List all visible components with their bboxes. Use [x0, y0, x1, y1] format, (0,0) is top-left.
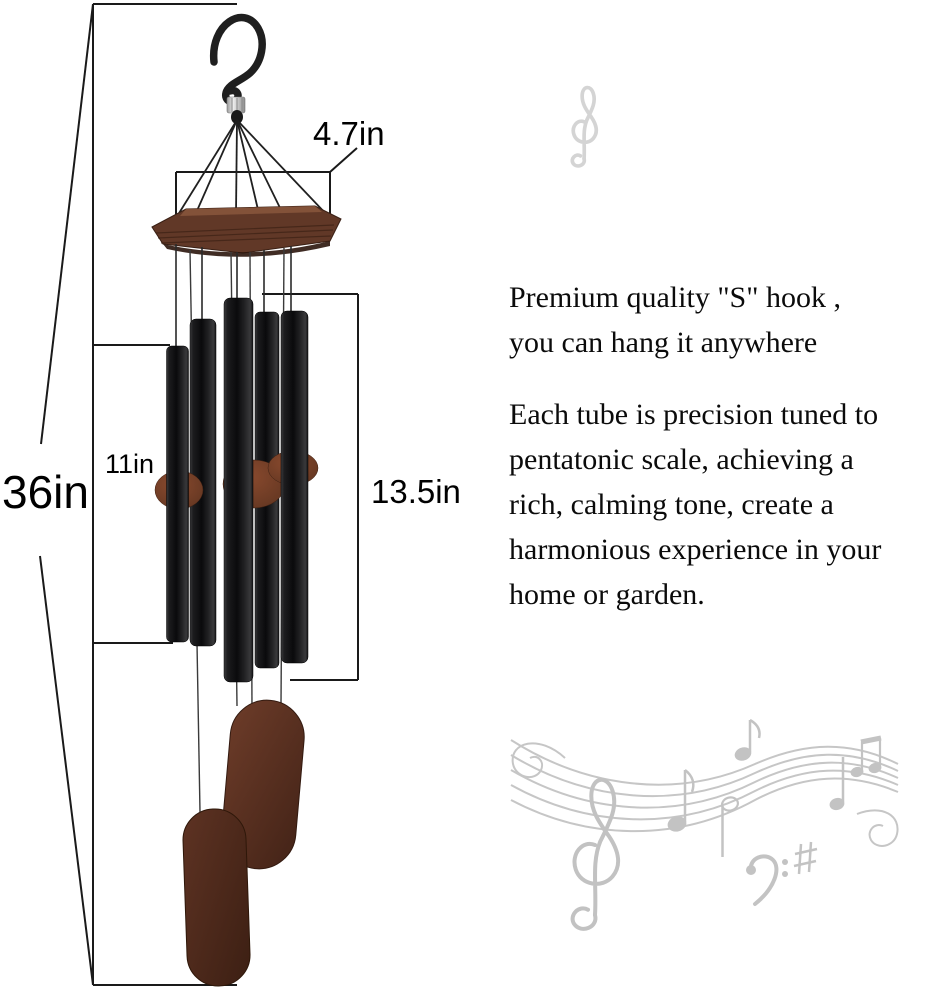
description-tuning-line-3: rich, calming tone, create a [509, 488, 834, 521]
description-tuning-line-5: home or garden. [509, 578, 705, 611]
music-staff-decoration [511, 720, 898, 929]
dimension-label-total-length: 36in [2, 466, 89, 518]
description-tuning-line-2: pentatonic scale, achieving a [509, 443, 854, 476]
hanger-strings [176, 120, 328, 218]
wooden-canopy [152, 206, 341, 257]
bass-clef-icon [746, 856, 788, 904]
description-hook [509, 275, 841, 365]
dimension-label-long-tube: 13.5in [371, 473, 461, 510]
eighth-note-icon [733, 720, 759, 762]
staff-end-curls [513, 743, 898, 846]
note-icon [829, 757, 845, 811]
quarter-note-icon [666, 770, 693, 833]
description-tuning-line-1: Each tube is precision tuned to [509, 398, 879, 431]
s-hook [214, 18, 262, 102]
treble-clef-icon [572, 88, 596, 166]
sharp-icon [794, 842, 817, 874]
description-hook-line-1: Premium quality "S" hook , [509, 281, 841, 314]
description-tuning-line-4: harmonious experience in your [509, 533, 882, 566]
description-hook-line-2: you can hang it anywhere [509, 326, 818, 359]
description-tuning [509, 392, 881, 617]
staff-lines [511, 740, 898, 831]
beamed-notes-icon [850, 738, 882, 778]
dimension-label-short-tube: 11in [105, 449, 155, 479]
dimension-label-canopy-width: 4.7in [313, 115, 385, 152]
chime-tubes-front [167, 298, 309, 682]
wind-sail-lower [182, 808, 251, 987]
